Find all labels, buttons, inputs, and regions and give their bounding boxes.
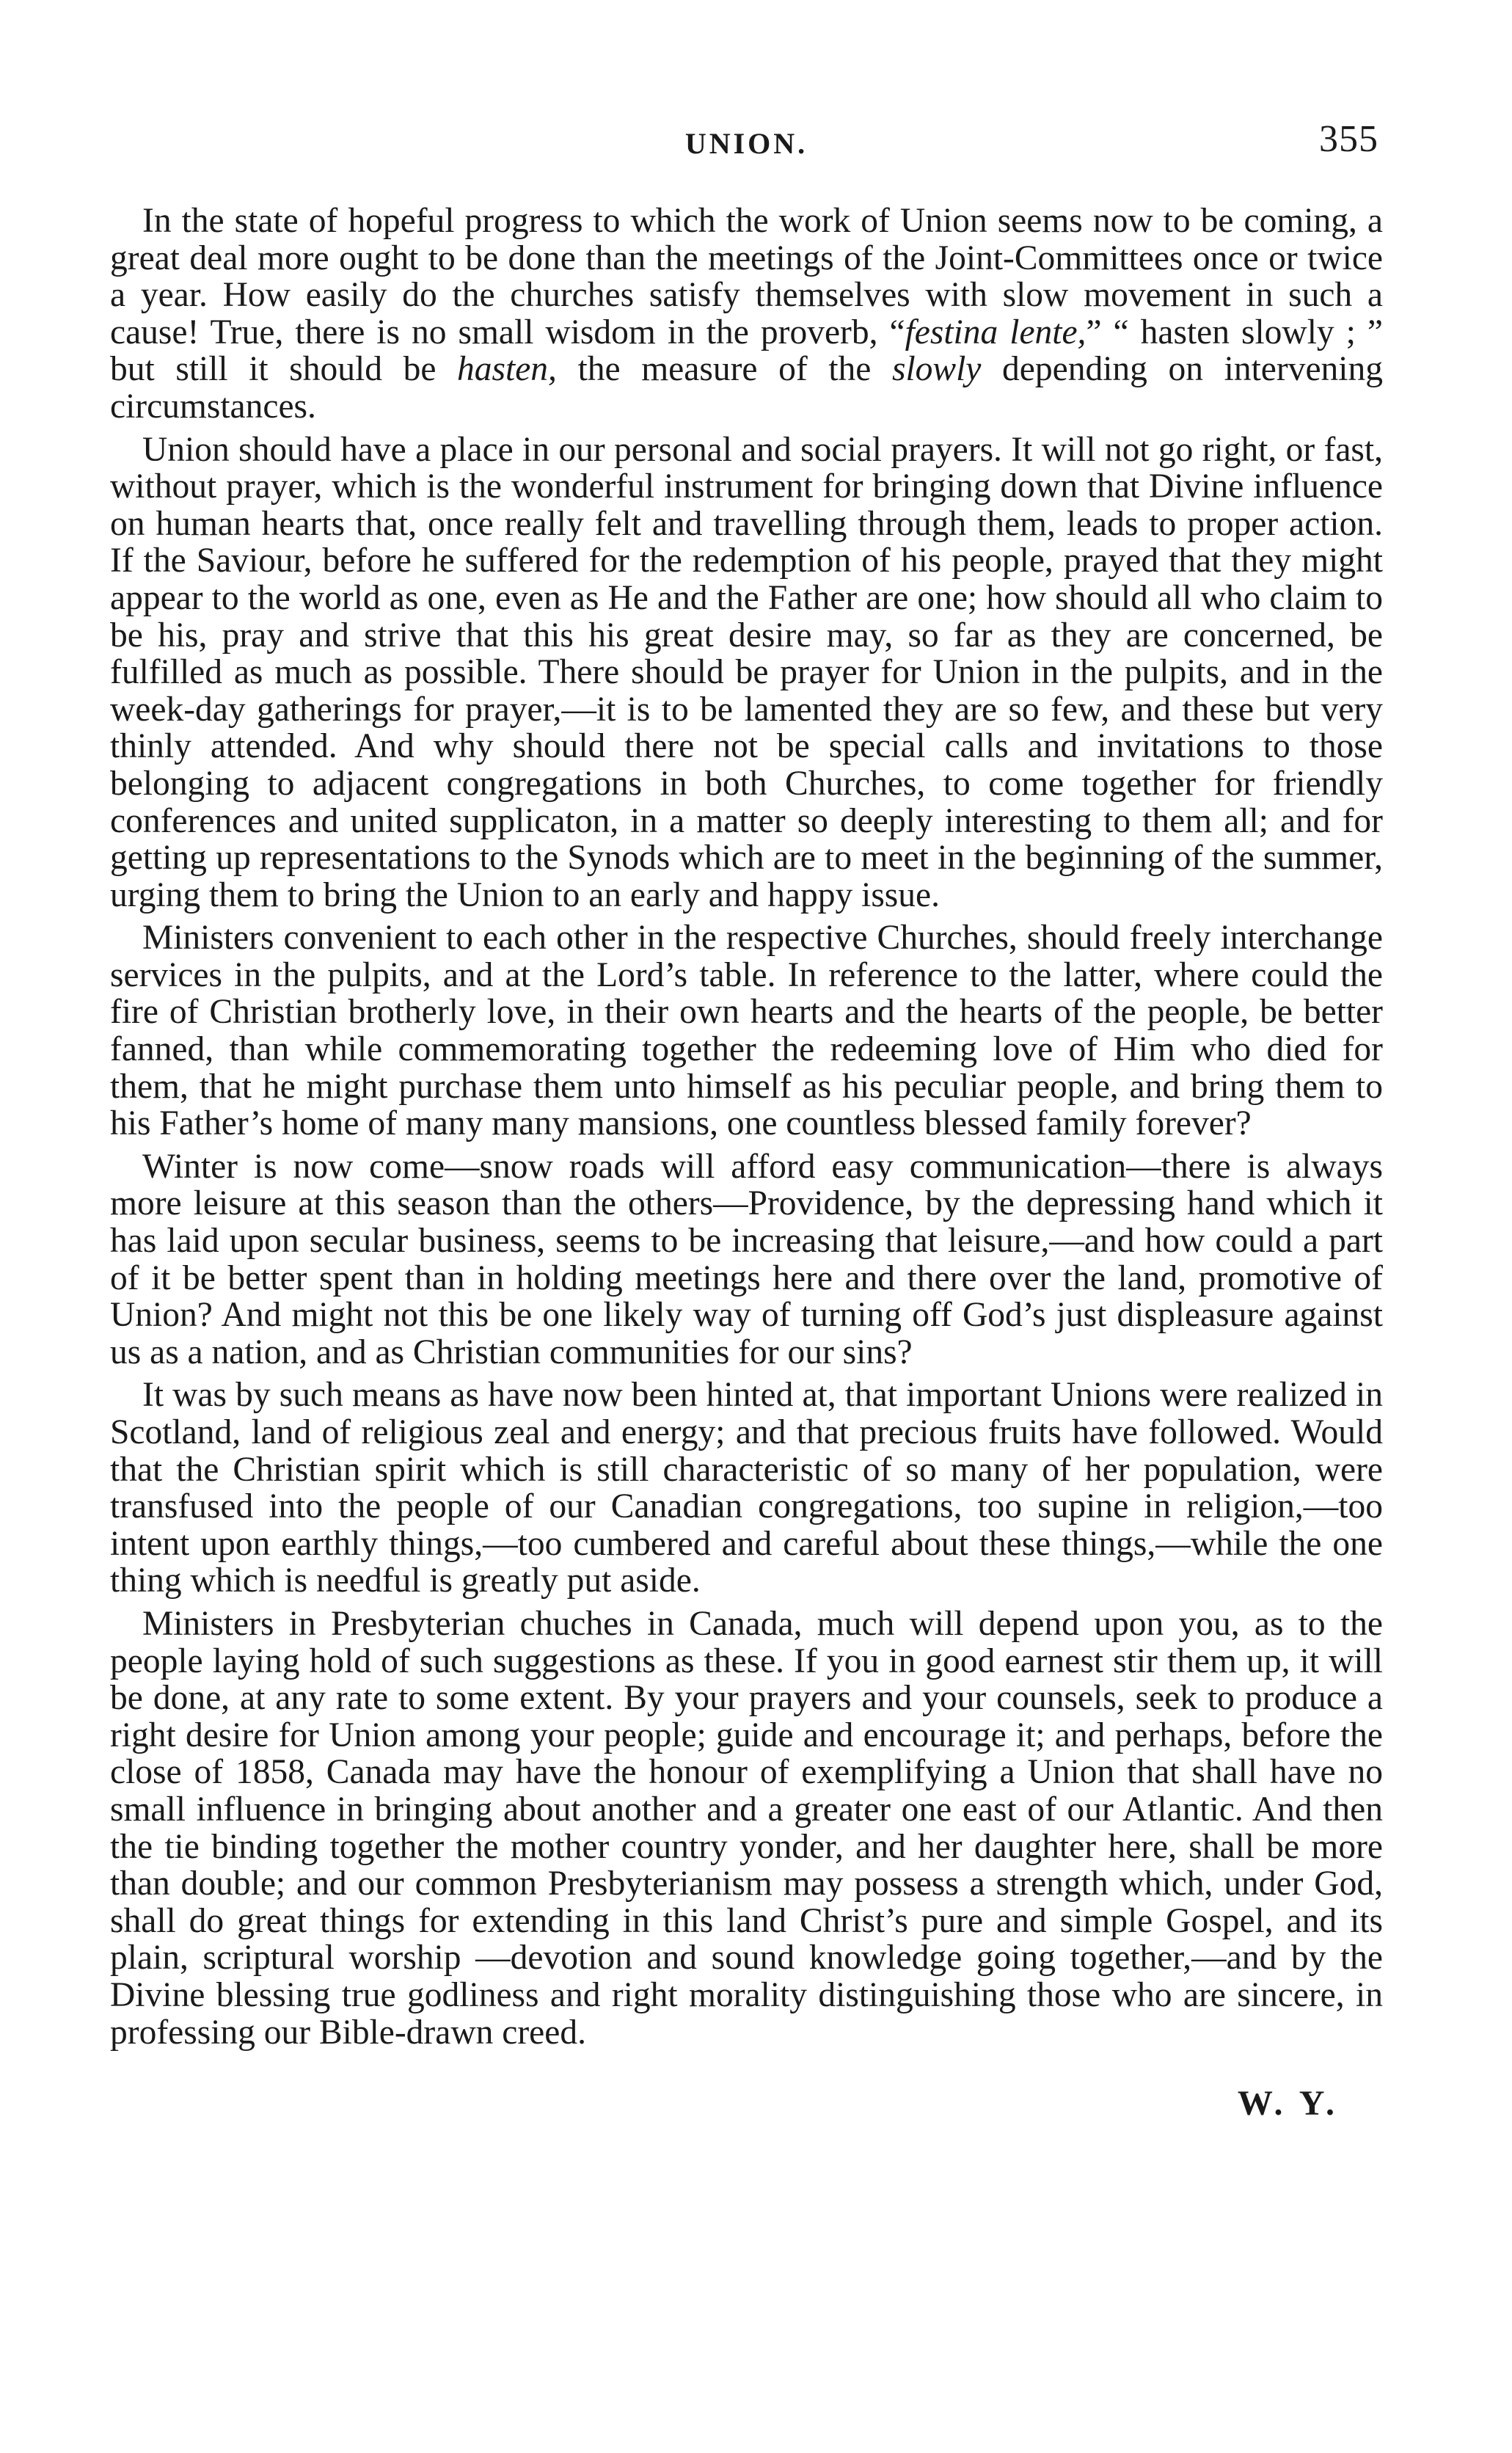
latin-proverb: festina lente, — [905, 313, 1086, 351]
paragraph-1-part-d: depending on intervening circumstances. — [110, 350, 1383, 426]
author-signature: W. Y. — [1237, 2084, 1339, 2124]
paragraph-1-part-a: In the state of hopeful progress to which the work of Union seems now to be coming, a great deal more ought to be done than the meetings of the Joint-Committees once or twice a year. How easily do the churches satisfy themselves with slow movement in such a cause! True, there is no small wisdom in the proverb, “ — [110, 202, 1383, 351]
paragraph-5: It was by such means as have now been hinted at, that important Unions were realized in Scotland, land of religious zeal and energy; and that precious fruits have followed. Would that the Christian spirit which is still characteristic of so many of her population, were transfused into the people of our Canadian congregations, too supine in religion,—too intent upon earthly things,—too cumbered and careful about these things,—while the one thing which is needful is greatly put aside. — [110, 1376, 1383, 1600]
emphasis-hasten: hasten, — [457, 350, 557, 389]
page-number: 355 — [1319, 118, 1378, 160]
book-page — [110, 117, 1383, 2407]
article-body — [110, 203, 1383, 2051]
paragraph-4: Winter is now come—snow roads will afford easy communication—there is always more leisure at this season than the others—Providence, by the depressing hand which it has laid upon secular business, seems to be increasing that leisure,—and how could a part of it be better spent than in holding meetings here and there over the land, promotive of Union? And might not this be one likely way of turning off God’s just displeasure against us as a nation, and as Christian communities for our sins? — [110, 1147, 1383, 1371]
paragraph-6: Ministers in Presbyterian chuches in Canada, much will depend upon you, as to the people laying hold of such suggestions as these. If you in good earnest stir them up, it will be done, at any rate to some extent. By your prayers and your counsels, seek to produce a right desire for Union among your people; guide and encourage it; and perhaps, before the close of 1858, Canada may have the honour of exemplifying a Union that shall have no small influence in bringing about another and a greater one east of our Atlantic. And then the tie binding together the mother country yonder, and her daughter here, shall be more than double; and our common Presbyterianism may possess a strength which, under God, shall do great things for extending in this land Christ’s pure and simple Gospel, and its plain, scriptural worship —devotion and sound knowledge going together,—and by the Divine blessing true godliness and right morality distinguishing those who are sincere, in professing our Bible-drawn creed. — [110, 1604, 1383, 2052]
page-header — [110, 117, 1383, 169]
running-head: UNION. — [684, 127, 808, 160]
paragraph-1-part-c: the measure of the — [556, 350, 892, 389]
emphasis-slowly: slowly — [891, 350, 982, 389]
paragraph-1 — [110, 203, 1383, 426]
paragraph-1-part-b: ” “ hasten slowly ; ” but still it should be — [110, 313, 1383, 389]
paragraph-2: Union should have a place in our personal and social prayers. It will not go right, or fast, without prayer, which is the wonderful instrument for bringing down that Divine influence on human hearts that, once really felt and travelling through them, leads to proper action. If the Saviour, before he suffered for the redemption of his people, prayed that they might appear to the world as one, even as He and the Father are one; how should all who claim to be his, pray and strive that this his great desire may, so far as they are concerned, be fulfilled as much as possible. There should be prayer for Union in the pulpits, and in the week-day gatherings for prayer,—it is to be lamented they are so few, and these but very thinly attended. And why should there not be special calls and invitations to those belonging to adjacent congregations in both Churches, to come together for friendly conferences and united supplicaton, in a matter so deeply interesting to them all; and for getting up representations to the Synods which are to meet in the beginning of the summer, urging them to bring the Union to an early and happy issue. — [110, 430, 1383, 914]
paragraph-3: Ministers convenient to each other in the respective Churches, should freely interchange services in the pulpits, and at the Lord’s table. In reference to the latter, where could the fire of Christian brotherly love, in their own hearts and the hearts of the people, be better fanned, than while commemorating together the redeeming love of Him who died for them, that he might purchase them unto himself as his peculiar people, and bring them to his Father’s home of many many mansions, one countless blessed family forever? — [110, 919, 1383, 1143]
